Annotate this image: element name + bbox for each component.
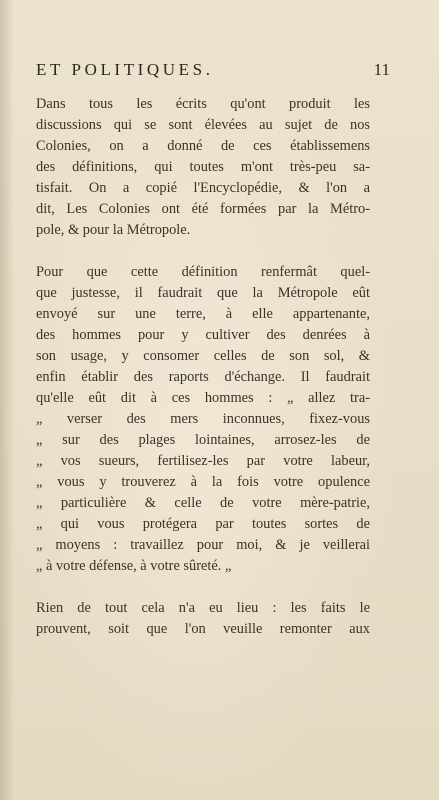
text-line: discussions qui se sont élevées au sujet de nos <box>36 117 370 133</box>
text-line: „ vous y trouverez à la fois votre opulence <box>36 474 370 490</box>
text-line: tisfait. On a copié l'Encyclopédie, & l'on a <box>36 180 370 196</box>
text-line: que justesse, il faudrait que la Métropole eût <box>36 285 370 301</box>
text-line: „ sur des plages lointaines, arrosez-les de <box>36 432 370 448</box>
text-line: des définitions, qui toutes m'ont très-peu sa- <box>36 159 370 175</box>
running-head: ET POLITIQUES. <box>36 60 214 79</box>
text-line: Rien de tout cela n'a eu lieu : les faits le <box>36 600 370 616</box>
text-line: „ particulière & celle de votre mère-patrie, <box>36 495 370 511</box>
paragraph-gap <box>36 241 370 262</box>
text-line: „ qui vous protégera par toutes sortes de <box>36 516 370 532</box>
text-line: Dans tous les écrits qu'ont produit les <box>36 96 370 112</box>
text-line: Colonies, on a donné de ces établissemens <box>36 138 370 154</box>
text-line: envoyé sur une terre, à elle appartenante, <box>36 306 370 322</box>
page-number: 11 <box>373 60 390 79</box>
text-line: „ verser des mers inconnues, fixez-vous <box>36 411 370 427</box>
body-text <box>36 94 370 640</box>
text-line: son usage, y consomer celles de son sol, & <box>36 348 370 364</box>
paragraph-gap <box>36 577 370 598</box>
text-line: prouvent, soit que l'on veuille remonter aux <box>36 621 370 637</box>
text-line: dit, Les Colonies ont été formées par la Métro- <box>36 201 370 217</box>
text-line: „ vos sueurs, fertilisez-les par votre labeur, <box>36 453 370 469</box>
text-line: „ moyens : travaillez pour moi, & je veillerai <box>36 537 370 553</box>
text-line: pole, & pour la Métropole. <box>36 222 191 238</box>
text-line: des hommes pour y cultiver des denrées à <box>36 327 370 343</box>
page-gutter-shadow <box>0 0 14 800</box>
text-line: qu'elle eût dit à ces hommes : „ allez tra- <box>36 390 370 406</box>
text-line: „ à votre défense, à votre sûreté. „ <box>36 558 232 574</box>
text-line: Pour que cette définition renfermât quel- <box>36 264 370 280</box>
text-line: enfin établir des raports d'échange. Il faudrait <box>36 369 370 385</box>
page-header <box>36 60 390 82</box>
